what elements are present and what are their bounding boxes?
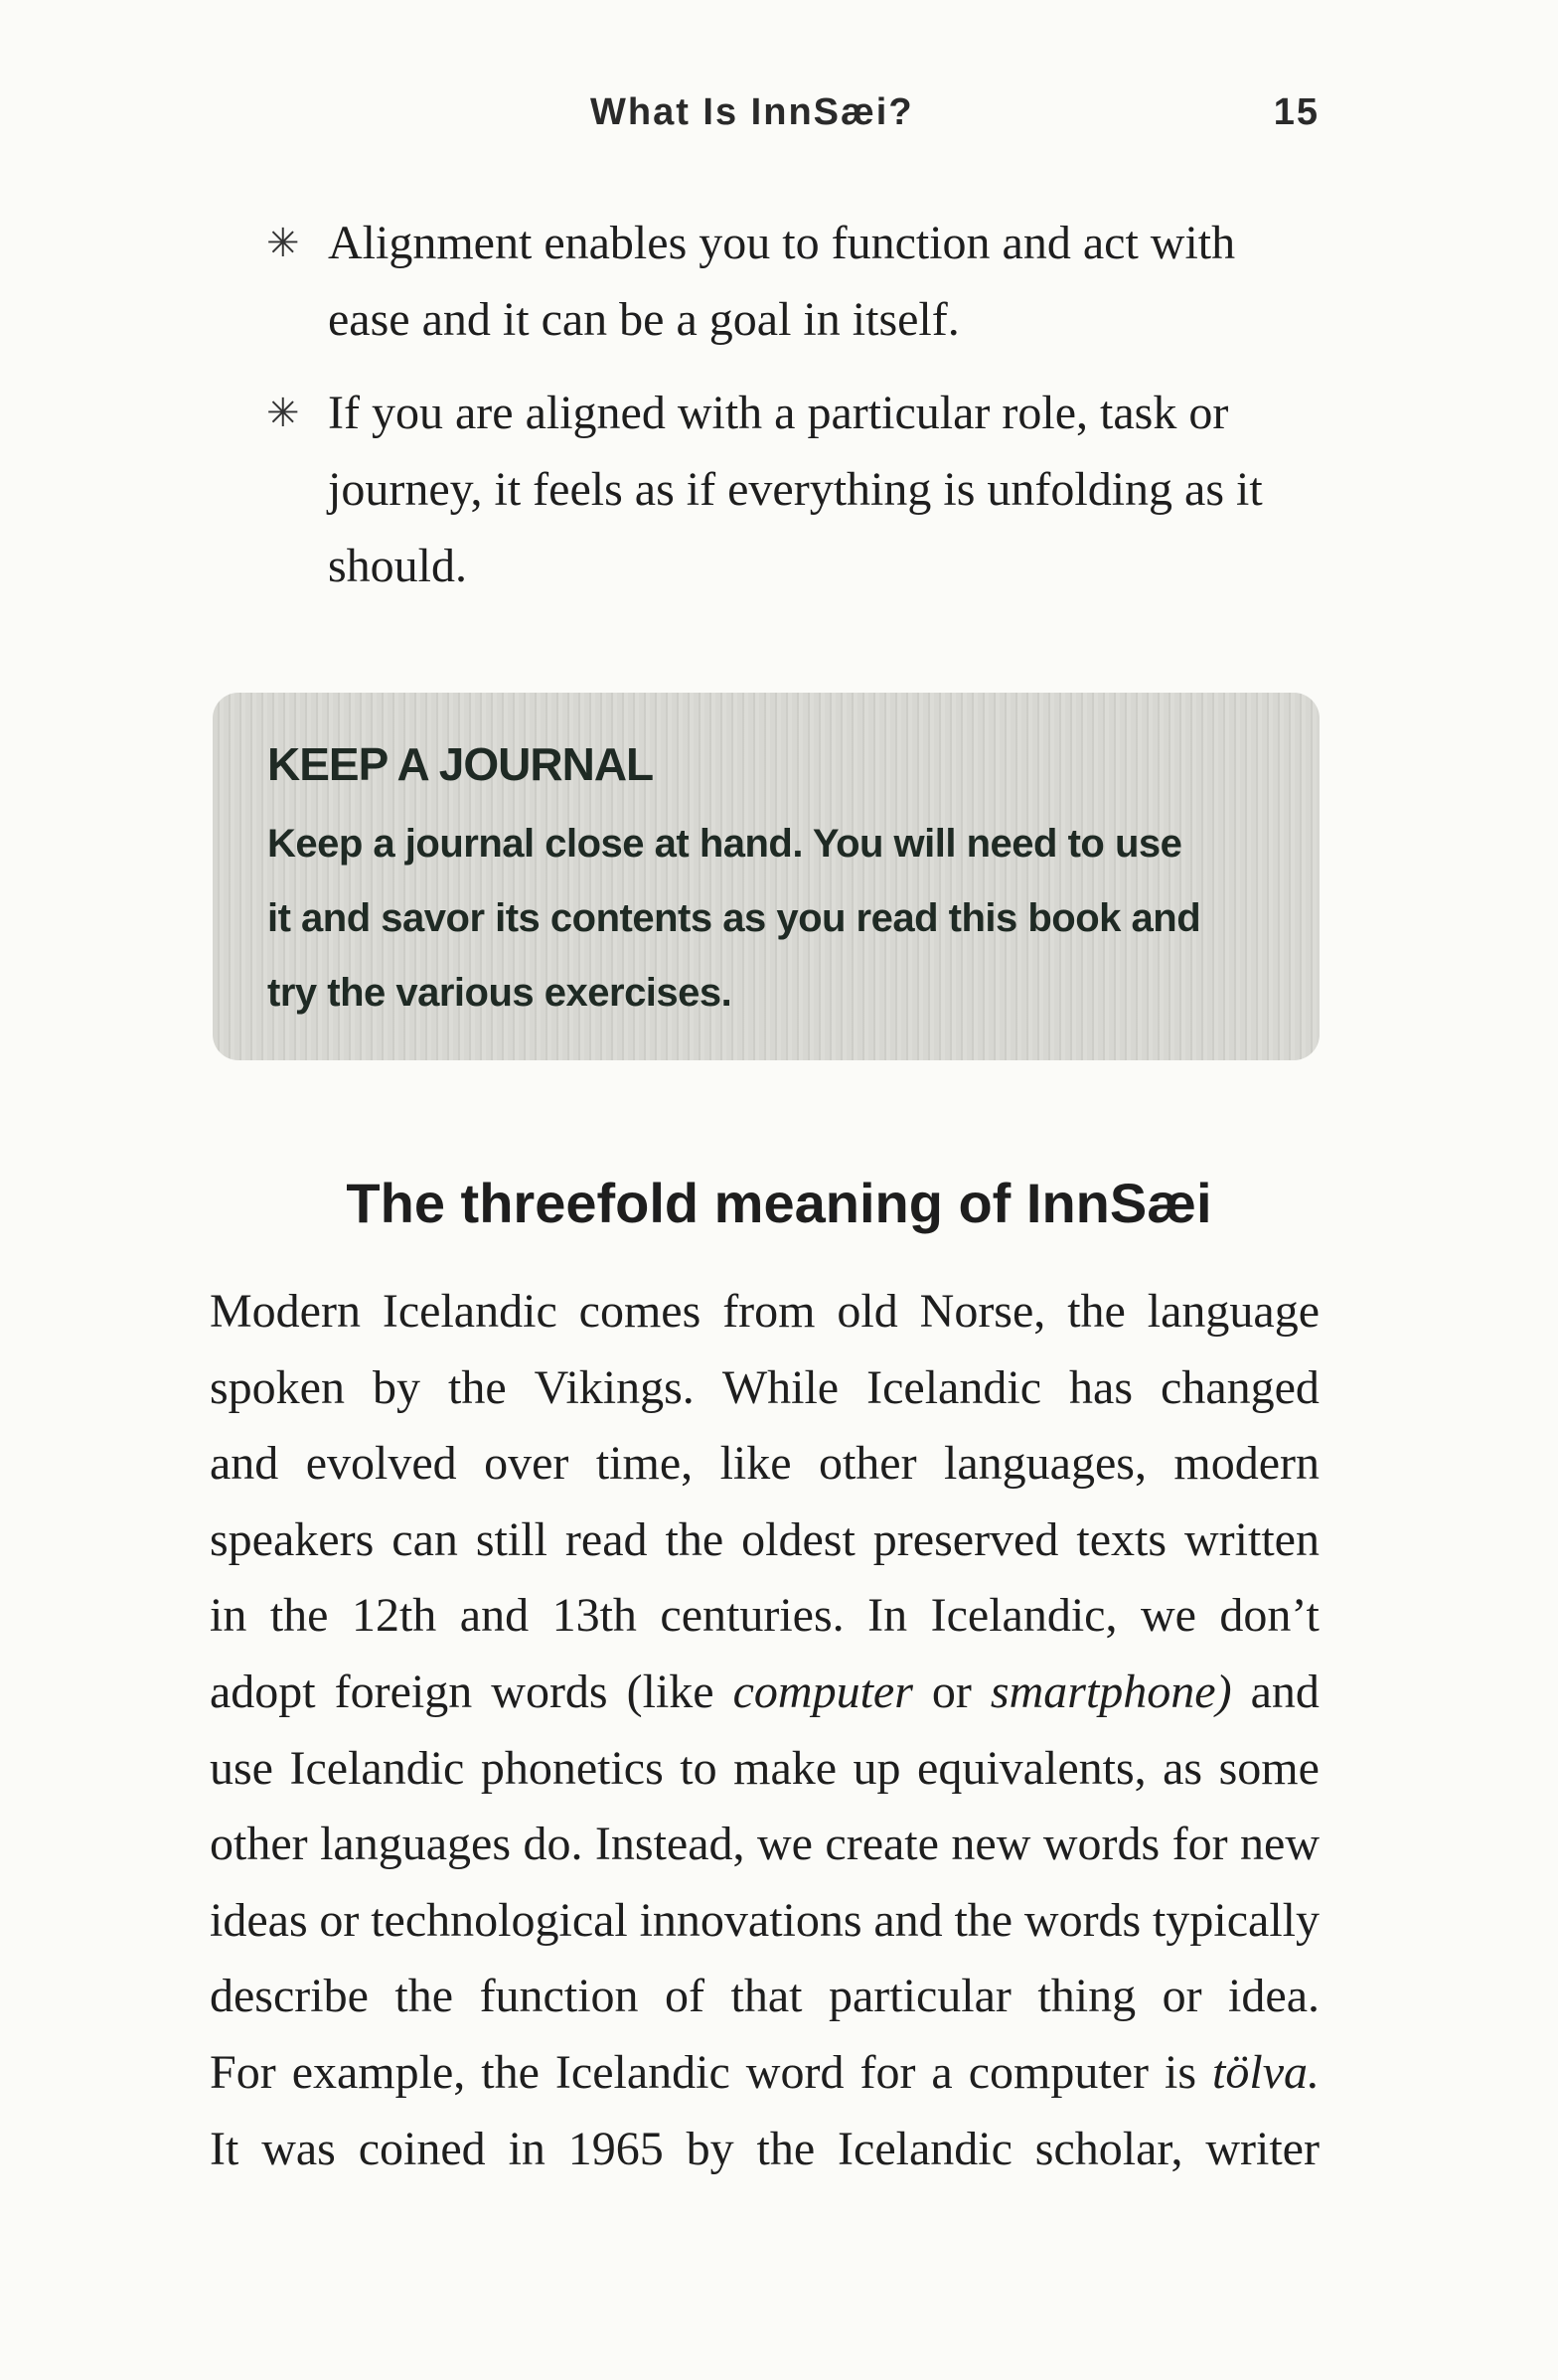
body-word: can	[391, 1512, 458, 1566]
body-word: the	[1067, 1285, 1126, 1338]
body-word: word	[745, 2045, 845, 2099]
body-word: (like	[626, 1665, 714, 1718]
body-word: and	[210, 1437, 279, 1491]
body-word: old	[837, 1285, 898, 1338]
body-word: innovations	[639, 1893, 862, 1947]
section-heading: The threefold meaning of InnSæi	[346, 1172, 1212, 1234]
body-word: centuries.	[660, 1589, 845, 1643]
body-word: computer	[968, 2045, 1149, 2099]
body-word: create	[825, 1818, 939, 1871]
body-word: foreign	[334, 1665, 473, 1718]
callout-title: KEEP A JOURNAL	[267, 738, 654, 790]
body-word: the	[394, 1970, 454, 2023]
body-word: thing	[1037, 1970, 1137, 2023]
body-word: While	[721, 1360, 840, 1414]
body-word: words	[491, 1665, 608, 1718]
body-word: other	[210, 1818, 308, 1871]
body-word: still	[475, 1512, 547, 1566]
body-word: evolved	[305, 1437, 457, 1491]
body-line	[210, 1426, 1320, 1503]
body-word: Vikings.	[534, 1360, 695, 1414]
body-line	[210, 1731, 1320, 1808]
callout-line: try the various exercises.	[267, 971, 732, 1015]
body-word: languages,	[944, 1437, 1147, 1491]
body-word: spoken	[210, 1360, 345, 1414]
bullet-line: should.	[328, 540, 468, 592]
body-word: from	[722, 1285, 816, 1338]
body-word: or	[319, 1893, 360, 1947]
body-word: by	[373, 1360, 420, 1414]
body-word: or	[1162, 1970, 1202, 2023]
body-word: and	[873, 1893, 943, 1947]
body-word: coined	[358, 2122, 486, 2175]
body-word: for	[859, 2045, 916, 2099]
body-word: In	[867, 1589, 908, 1643]
body-word: was	[261, 2122, 336, 2175]
callout-line: Keep a journal close at hand. You will need to use	[267, 822, 1182, 866]
body-line	[210, 1959, 1320, 2035]
body-word: 12th	[351, 1589, 437, 1643]
body-word: and	[459, 1589, 530, 1643]
body-word: written	[1184, 1512, 1320, 1566]
body-word: writer	[1205, 2122, 1320, 2175]
body-word: comes	[578, 1285, 701, 1338]
body-word: is	[1165, 2045, 1197, 2099]
body-word: the	[448, 1360, 507, 1414]
bullet-line: If you are aligned with a particular role, task or	[328, 387, 1229, 439]
body-word: the	[481, 2045, 540, 2099]
bullet-item	[262, 375, 1266, 604]
body-word: idea.	[1228, 1970, 1320, 2023]
body-line	[210, 1503, 1320, 1579]
bullet-list	[262, 205, 1266, 621]
body-word: the	[269, 1589, 329, 1643]
body-paragraph	[210, 1274, 1320, 2187]
callout-text	[267, 807, 1261, 1031]
body-line	[210, 1578, 1320, 1655]
callout-line: it and savor its contents as you read this book and	[267, 896, 1201, 940]
body-word: a	[931, 2045, 953, 2099]
body-word: use	[210, 1741, 273, 1795]
body-word: the	[665, 1512, 724, 1566]
body-word: 13th	[551, 1589, 637, 1643]
body-word: for	[1171, 1818, 1228, 1871]
body-word: languages	[320, 1818, 512, 1871]
body-word: over	[484, 1437, 569, 1491]
body-word: Icelandic,	[930, 1589, 1118, 1643]
body-word: language	[1147, 1285, 1320, 1338]
body-word: Icelandic	[382, 1285, 557, 1338]
body-line	[210, 1274, 1320, 1350]
body-word: don’t	[1219, 1589, 1320, 1643]
journal-callout-box	[213, 693, 1320, 1060]
body-line	[210, 1883, 1320, 1960]
body-word: Icelandic	[838, 2122, 1013, 2175]
body-word: particular	[829, 1970, 1012, 2023]
body-word: as	[1163, 1741, 1203, 1795]
body-word: in	[508, 2122, 545, 2175]
body-word: function	[479, 1970, 639, 2023]
body-word: the	[756, 2122, 816, 2175]
body-word: Icelandic	[554, 2045, 730, 2099]
bullet-line: Alignment enables you to function and act with	[328, 217, 1236, 269]
body-word: Icelandic	[289, 1741, 465, 1795]
body-word: texts	[1076, 1512, 1168, 1566]
body-word: we	[1140, 1589, 1196, 1643]
body-line	[210, 1807, 1320, 1883]
body-word: phonetics	[480, 1741, 664, 1795]
body-line	[210, 2035, 1320, 2112]
body-word: scholar,	[1034, 2122, 1183, 2175]
body-word: do.	[523, 1818, 583, 1871]
body-word: up	[853, 1741, 901, 1795]
body-word: make	[733, 1741, 838, 1795]
body-word: Icelandic	[866, 1360, 1041, 1414]
bullet-item	[262, 205, 1266, 358]
body-word: 1965	[567, 2122, 664, 2175]
body-word: by	[686, 2122, 734, 2175]
body-word: technological	[371, 1893, 628, 1947]
body-word: in	[210, 1589, 247, 1643]
body-word: words	[1023, 1893, 1142, 1947]
body-word: read	[564, 1512, 648, 1566]
body-word: other	[818, 1437, 917, 1491]
body-word: new	[951, 1818, 1031, 1871]
body-word: has	[1069, 1360, 1133, 1414]
asterisk-flower-icon: ✳	[266, 221, 300, 265]
running-head	[210, 91, 1320, 151]
body-word: For	[210, 2045, 276, 2099]
body-word: changed	[1161, 1360, 1320, 1414]
body-word: computer	[732, 1665, 913, 1718]
body-word: adopt	[210, 1665, 316, 1718]
body-word: words	[1042, 1818, 1161, 1871]
body-word: the	[954, 1893, 1013, 1947]
asterisk-flower-icon: ✳	[266, 391, 300, 435]
page-number: 15	[1273, 91, 1320, 133]
body-word: It	[210, 2122, 239, 2175]
body-word: Modern	[210, 1285, 361, 1338]
body-word: we	[756, 1818, 813, 1871]
bullet-line: ease and it can be a goal in itself.	[328, 293, 960, 346]
body-word: describe	[210, 1970, 369, 2023]
body-line	[210, 1655, 1320, 1731]
body-word: tölva.	[1212, 2045, 1320, 2099]
body-word: example,	[291, 2045, 466, 2099]
body-word: that	[730, 1970, 803, 2023]
body-word: to	[680, 1741, 717, 1795]
body-word: like	[719, 1437, 792, 1491]
running-title: What Is InnSæi?	[590, 91, 914, 133]
body-word: speakers	[210, 1512, 375, 1566]
body-word: equivalents,	[917, 1741, 1147, 1795]
body-word: modern	[1173, 1437, 1320, 1491]
bullet-line: journey, it feels as if everything is unfolding as it	[328, 463, 1263, 516]
body-word: some	[1218, 1741, 1320, 1795]
body-word: or	[931, 1665, 972, 1718]
body-word: oldest	[741, 1512, 856, 1566]
body-word: typically	[1153, 1893, 1320, 1947]
body-word: new	[1240, 1818, 1320, 1871]
body-word: Instead,	[594, 1818, 745, 1871]
body-line	[210, 2112, 1320, 2188]
body-word: preserved	[872, 1512, 1059, 1566]
body-line	[210, 1350, 1320, 1427]
body-word: ideas	[210, 1893, 308, 1947]
body-word: and	[1250, 1665, 1320, 1718]
body-word: of	[665, 1970, 705, 2023]
body-word: time,	[595, 1437, 694, 1491]
body-word: Norse,	[919, 1285, 1046, 1338]
body-word: smartphone)	[990, 1665, 1232, 1718]
